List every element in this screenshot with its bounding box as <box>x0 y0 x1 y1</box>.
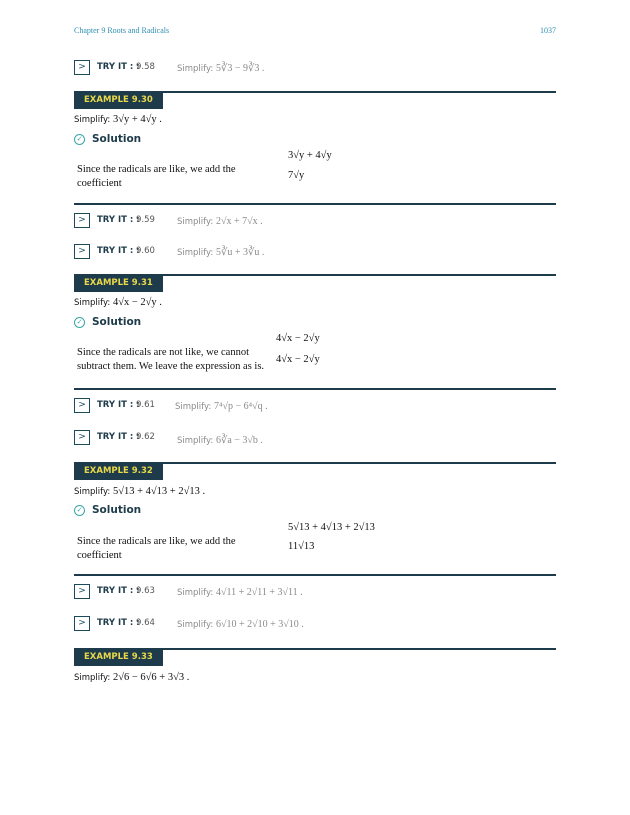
solution-step: 11√13 <box>288 541 315 552</box>
try-it-problem: Simplify: 6∛a − 3√b . <box>177 435 263 446</box>
page-number: 1037 <box>540 26 556 35</box>
try-it-9-59 <box>74 213 556 229</box>
try-it-problem: Simplify: 2√x + 7√x . <box>177 216 263 227</box>
example-title: EXAMPLE 9.30 <box>74 92 163 109</box>
try-it-label: TRY IT : : <box>97 618 140 628</box>
chevron-right-icon[interactable]: > <box>74 244 90 259</box>
try-it-9-61 <box>74 398 556 414</box>
example-title: EXAMPLE 9.32 <box>74 463 163 480</box>
example-statement: Simplify: 4√x − 2√y . <box>74 297 162 308</box>
try-it-number: 9.61 <box>136 400 155 410</box>
try-it-label: TRY IT : : <box>97 215 140 225</box>
check-circle-icon: ✓ <box>74 505 85 516</box>
solution-step: 4√x − 2√y <box>276 354 320 365</box>
chevron-right-icon[interactable]: > <box>74 430 90 445</box>
try-it-label: TRY IT : : <box>97 400 140 410</box>
try-it-number: 9.59 <box>136 215 155 225</box>
chevron-right-icon[interactable]: > <box>74 60 90 75</box>
solution-explanation: Since the radicals are like, we add the coefficient <box>77 164 236 189</box>
solution-step: 7√y <box>288 170 305 181</box>
solution-explanation: Since the radicals are not like, we cannot subtract them. We leave the expression as is. <box>77 347 265 372</box>
try-it-number: 9.64 <box>136 618 155 628</box>
try-it-9-62 <box>74 430 556 446</box>
chapter-header: Chapter 9 Roots and Radicals <box>74 26 170 35</box>
try-it-9-58 <box>74 60 556 76</box>
solution-step: 4√x − 2√y <box>276 333 320 344</box>
chevron-right-icon[interactable]: > <box>74 584 90 599</box>
solution-explanation: Since the radicals are like, we add the coefficient <box>77 536 236 561</box>
try-it-problem: Simplify: 5∛u + 3∛u . <box>177 247 265 258</box>
check-circle-icon: ✓ <box>74 317 85 328</box>
try-it-number: 9.62 <box>136 432 155 442</box>
solution-step: 3√y + 4√y <box>288 150 332 161</box>
try-it-problem: Simplify: 5∛3 − 9∛3 . <box>177 63 265 74</box>
try-it-label: TRY IT : : <box>97 246 140 256</box>
try-it-problem: Simplify: 7⁴√p − 6⁴√q . <box>175 401 268 412</box>
solution-step: 5√13 + 4√13 + 2√13 <box>288 522 375 533</box>
try-it-number: 9.60 <box>136 246 155 256</box>
try-it-problem: Simplify: 6√10 + 2√10 + 3√10 . <box>177 619 304 630</box>
try-it-9-64 <box>74 616 556 632</box>
chevron-right-icon[interactable]: > <box>74 213 90 228</box>
example-title: EXAMPLE 9.31 <box>74 275 163 292</box>
example-statement: Simplify: 2√6 − 6√6 + 3√3 . <box>74 672 190 683</box>
chevron-right-icon[interactable]: > <box>74 398 90 413</box>
section-divider <box>74 574 556 576</box>
section-divider <box>74 388 556 390</box>
try-it-number: 9.63 <box>136 586 155 596</box>
try-it-label: TRY IT : : <box>97 586 140 596</box>
chevron-right-icon[interactable]: > <box>74 616 90 631</box>
try-it-problem: Simplify: 4√11 + 2√11 + 3√11 . <box>177 587 303 598</box>
example-statement: Simplify: 5√13 + 4√13 + 2√13 . <box>74 486 206 497</box>
try-it-label: TRY IT : : <box>97 62 140 72</box>
try-it-9-63 <box>74 584 556 600</box>
try-it-number: 9.58 <box>136 62 155 72</box>
example-statement: Simplify: 3√y + 4√y . <box>74 114 162 125</box>
try-it-9-60 <box>74 244 556 260</box>
section-divider <box>74 203 556 205</box>
check-circle-icon: ✓ <box>74 134 85 145</box>
try-it-label: TRY IT : : <box>97 432 140 442</box>
example-title: EXAMPLE 9.33 <box>74 649 163 666</box>
